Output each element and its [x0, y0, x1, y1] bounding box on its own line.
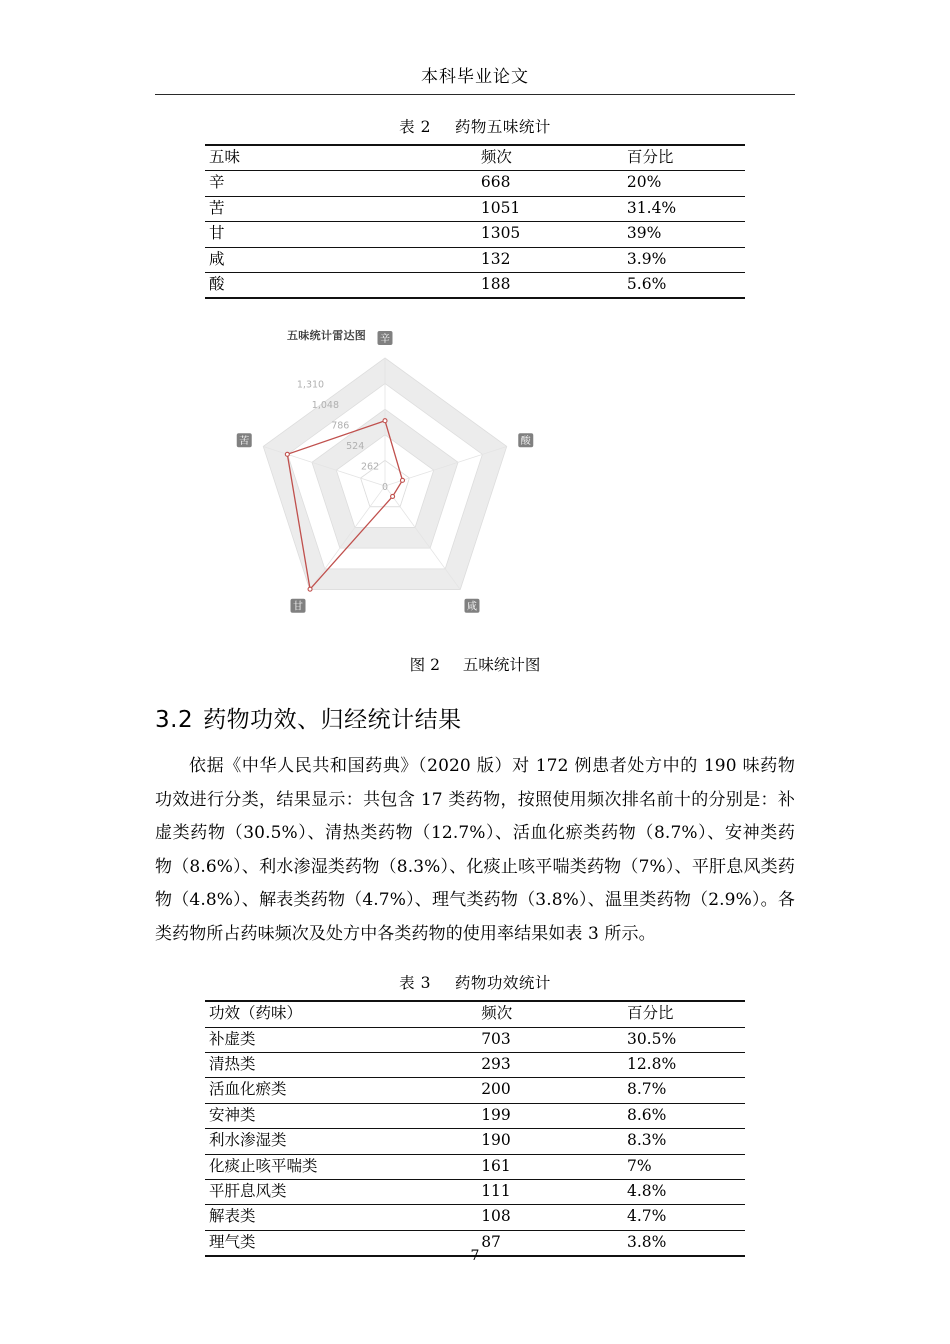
table3-cell-pct: 3.8%: [623, 1230, 745, 1256]
radar-data-point: [308, 587, 312, 591]
table-drug-efficacy-stats: [205, 1000, 745, 1257]
figure2-caption-title: 五味统计图: [462, 656, 541, 675]
body-paragraph: 依据《中华人民共和国药典》（2020 版）对 172 例患者处方中的 190 味药物功效进行分类，结果显示：共包含 17 类药物，按照使用频次排名前十的分别是：补虚类药物（30.5%）、清热类药物（12.7%）、活血化瘀类药物（8.7%）、安神类药物（8.6%）、利水渗湿类药物（8.3%）、化痰止咳平喘类药物（7%）、平肝息风类药物（4.8%）、解表类药物（4.7%）、理气类药物（3.8%）、温里类药物（2.9%）。各类药物所占药味频次及处方中各类药物的使用率结果如表 3 所示。: [155, 756, 795, 944]
table3-cell-name: 平肝息风类: [205, 1179, 477, 1204]
table-row: [205, 1129, 745, 1154]
table3-cell-name: 理气类: [205, 1230, 477, 1256]
table-row: [205, 1053, 745, 1078]
radar-tick-label: 524: [346, 441, 365, 453]
table2-cell-name: 咸: [205, 247, 477, 272]
table3-cell-count: 108: [477, 1205, 623, 1230]
figure2-caption: [155, 653, 795, 675]
radar-data-point: [400, 479, 404, 483]
chart-title: 五味统计雷达图: [287, 329, 367, 343]
table3-cell-name: 补虚类: [205, 1027, 477, 1052]
radar-data-point: [391, 495, 395, 499]
table3-cell-pct: 30.5%: [623, 1027, 745, 1052]
table2-cell-pct: 39%: [623, 222, 745, 247]
radar-category-label: [378, 331, 393, 345]
table3-cell-name: 利水渗湿类: [205, 1129, 477, 1154]
table-row: [205, 196, 745, 221]
table-row: [205, 1154, 745, 1179]
table2-cell-count: 668: [477, 171, 623, 196]
table-row: [205, 247, 745, 272]
table-drug-flavor-stats: [205, 144, 745, 299]
table2-cell-count: 1305: [477, 222, 623, 247]
table3-cell-pct: 8.7%: [623, 1078, 745, 1103]
radar-tick-label: 1,048: [311, 400, 340, 412]
header-rule: [155, 94, 795, 95]
table2-cell-name: 甘: [205, 222, 477, 247]
section-heading: [155, 701, 795, 734]
table3-cell-name: 活血化瘀类: [205, 1078, 477, 1103]
table2-header-count: 频次: [477, 145, 623, 171]
table2-cell-pct: 31.4%: [623, 196, 745, 221]
table3-cell-count: 199: [477, 1103, 623, 1128]
table2-cell-name: 酸: [205, 272, 477, 298]
radar-category-text: 苦: [239, 436, 250, 448]
table3-cell-pct: 4.7%: [623, 1205, 745, 1230]
table3-cell-pct: 8.3%: [623, 1129, 745, 1154]
radar-data-point: [383, 419, 387, 423]
table2-cell-count: 188: [477, 272, 623, 298]
table-row: [205, 171, 745, 196]
table2-caption-title: 药物五味统计: [454, 118, 551, 136]
table3-cell-pct: 8.6%: [623, 1103, 745, 1128]
table-row: [205, 1205, 745, 1230]
table2-cell-name: 辛: [205, 171, 477, 196]
table3-header-count: 频次: [477, 1001, 623, 1027]
radar-chart-figure: [155, 323, 795, 623]
table3-header-efficacy: 功效（药味）: [205, 1001, 477, 1027]
table3-cell-pct: 4.8%: [623, 1179, 745, 1204]
radar-tick-label: 1,310: [296, 379, 325, 391]
radar-tick-label: 262: [361, 461, 380, 473]
table3-cell-name: 解表类: [205, 1205, 477, 1230]
table2-cell-pct: 5.6%: [623, 272, 745, 298]
radar-category-label: [518, 434, 533, 448]
radar-category-label: [291, 599, 306, 613]
table-header-row: [205, 1001, 745, 1027]
table3-cell-name: 安神类: [205, 1103, 477, 1128]
table3-cell-pct: 7%: [623, 1154, 745, 1179]
table3-caption: [155, 971, 795, 993]
radar-chart: [155, 323, 795, 623]
table3-cell-pct: 12.8%: [623, 1053, 745, 1078]
figure2-caption-label: 图 2: [409, 656, 440, 675]
table-header-row: [205, 145, 745, 171]
section-number: 3.2: [155, 707, 194, 734]
table2-cell-count: 132: [477, 247, 623, 272]
table3-cell-count: 703: [477, 1027, 623, 1052]
table-row: [205, 1103, 745, 1128]
table2-cell-count: 1051: [477, 196, 623, 221]
table3-cell-name: 清热类: [205, 1053, 477, 1078]
radar-category-label: [237, 434, 252, 448]
table-row: [205, 1179, 745, 1204]
radar-category-text: 甘: [293, 601, 304, 613]
table3-caption-title: 药物功效统计: [454, 974, 551, 993]
table3-cell-count: 161: [477, 1154, 623, 1179]
table3-caption-label: 表 3: [399, 974, 431, 993]
table3-cell-count: 87: [477, 1230, 623, 1256]
table2-cell-name: 苦: [205, 196, 477, 221]
table2-header-flavor: 五味: [205, 145, 477, 171]
radar-tick-label: 786: [331, 420, 350, 432]
radar-category-text: 酸: [520, 436, 531, 448]
table3-cell-count: 200: [477, 1078, 623, 1103]
radar-category-label: [464, 599, 479, 613]
radar-category-text: 辛: [380, 334, 390, 346]
table2-cell-pct: 3.9%: [623, 247, 745, 272]
table-row: [205, 222, 745, 247]
radar-tick-label: 0: [381, 482, 389, 494]
table3-cell-count: 190: [477, 1129, 623, 1154]
table3-header-pct: 百分比: [623, 1001, 745, 1027]
running-header: 本科毕业论文: [421, 67, 529, 87]
table-row: [205, 272, 745, 298]
table2-caption: [155, 115, 795, 137]
radar-category-text: 咸: [466, 601, 477, 613]
page-content: [155, 0, 795, 1257]
section-title: 药物功效、归经统计结果: [203, 707, 462, 734]
table-row: [205, 1027, 745, 1052]
table2-header-pct: 百分比: [623, 145, 745, 171]
table3-cell-count: 293: [477, 1053, 623, 1078]
table-row: [205, 1078, 745, 1103]
table3-cell-count: 111: [477, 1179, 623, 1204]
table2-cell-pct: 20%: [623, 171, 745, 196]
table2-caption-label: 表 2: [399, 118, 431, 136]
page-number: 7: [470, 1248, 480, 1264]
table3-cell-name: 化痰止咳平喘类: [205, 1154, 477, 1179]
radar-data-point: [285, 453, 289, 457]
